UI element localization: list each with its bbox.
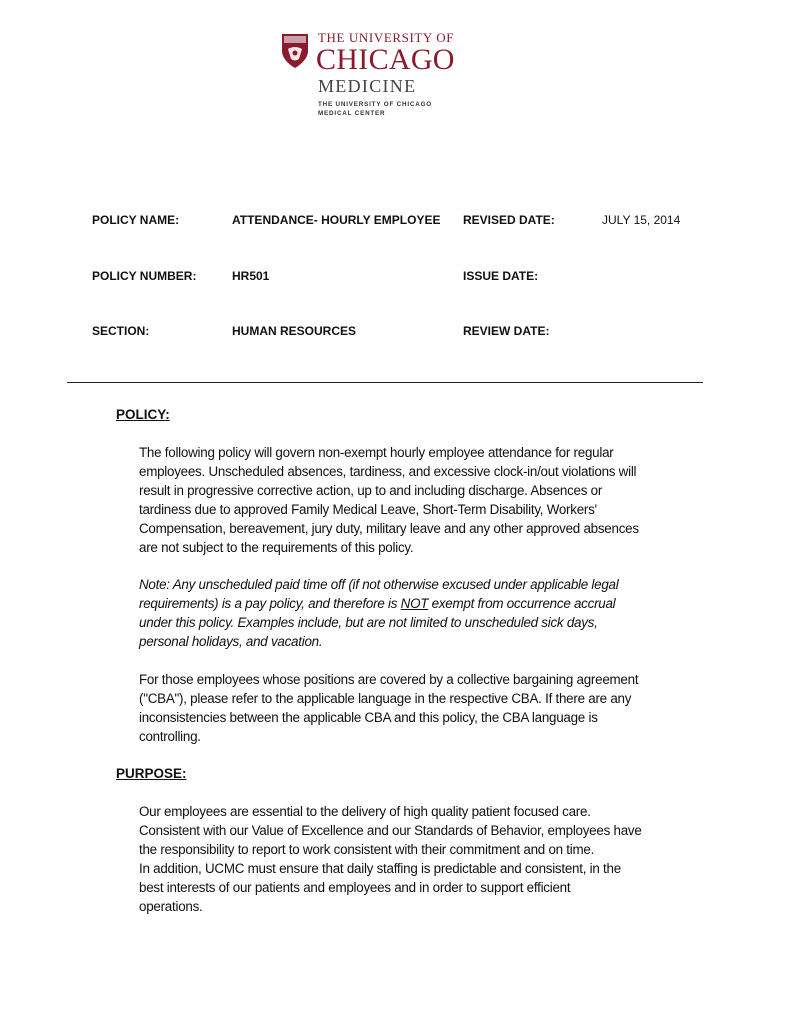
text-line: In addition, UCMC must ensure that daily staffing is predictable and consistent, in the — [139, 861, 621, 876]
text-line: Consistent with our Value of Excellence and our Standards of Behavior, employees have — [139, 823, 642, 838]
review-date-label: REVIEW DATE: — [463, 324, 550, 338]
shield-icon — [281, 33, 309, 69]
logo-subtitle-1: THE UNIVERSITY OF CHICAGO — [318, 101, 432, 108]
issue-date-label: ISSUE DATE: — [463, 269, 539, 283]
text-line: Our employees are essential to the delivery of high quality patient focused care. — [139, 804, 591, 819]
text-line: controlling. — [139, 729, 201, 744]
text-line: the responsibility to report to work consistent with their commitment and on time. — [139, 842, 595, 857]
purpose-paragraph — [139, 802, 642, 916]
policy-name-label: POLICY NAME: — [92, 213, 180, 227]
text-line: personal holidays, and vacation. — [139, 634, 323, 649]
section-label: SECTION: — [92, 324, 150, 338]
text-line: are not subject to the requirements of this policy. — [139, 540, 414, 555]
text-line: inconsistencies between the applicable CBA and this policy, the CBA language is — [139, 710, 598, 725]
text-line: ("CBA"), please refer to the applicable language in the respective CBA. If there are any — [139, 691, 632, 706]
purpose-heading: PURPOSE: — [116, 766, 187, 781]
text-line: tardiness due to approved Family Medical Leave, Short-Term Disability, Workers' — [139, 502, 597, 517]
text-line: Compensation, bereavement, jury duty, military leave and any other approved absences — [139, 521, 639, 536]
text-span: exempt from occurrence accrual — [428, 596, 616, 611]
text-span: requirements) is a pay policy, and therefore is — [139, 596, 401, 611]
text-line: The following policy will govern non-exempt hourly employee attendance for regular — [139, 445, 614, 460]
logo-line-1: THE UNIVERSITY OF — [318, 30, 455, 45]
ucm-logo — [281, 31, 481, 121]
policy-paragraph — [139, 443, 639, 557]
logo-line-3: MEDICINE — [318, 76, 417, 96]
emphasis-not: NOT — [400, 596, 429, 611]
logo-subtitle — [318, 100, 432, 118]
text-line: result in progressive corrective action, up to and including discharge. Absences or — [139, 483, 603, 498]
text-line: best interests of our patients and employees and in order to support efficient — [139, 880, 571, 895]
revised-date-label: REVISED DATE: — [463, 213, 555, 227]
text-line — [139, 594, 618, 613]
policy-number-value: HR501 — [232, 269, 270, 283]
text-line: operations. — [139, 899, 203, 914]
cba-paragraph — [139, 670, 638, 746]
policy-heading: POLICY: — [116, 407, 170, 422]
text-line: Note: Any unscheduled paid time off (if not otherwise excused under applicable legal — [139, 577, 619, 592]
logo-line-2: CHICAGO — [316, 43, 455, 76]
policy-name-value: ATTENDANCE- HOURLY EMPLOYEE — [232, 213, 441, 227]
text-line: employees. Unscheduled absences, tardiness, and excessive clock-in/out violations will — [139, 464, 637, 479]
logo-subtitle-2: MEDICAL CENTER — [318, 110, 386, 117]
revised-date-value: JULY 15, 2014 — [602, 213, 681, 227]
text-line: For those employees whose positions are covered by a collective bargaining agreement — [139, 672, 639, 687]
text-line: under this policy. Examples include, but are not limited to unscheduled sick days, — [139, 615, 598, 630]
section-value: HUMAN RESOURCES — [232, 324, 357, 338]
divider — [67, 382, 703, 383]
note-paragraph — [139, 575, 618, 651]
policy-number-label: POLICY NUMBER: — [92, 269, 197, 283]
